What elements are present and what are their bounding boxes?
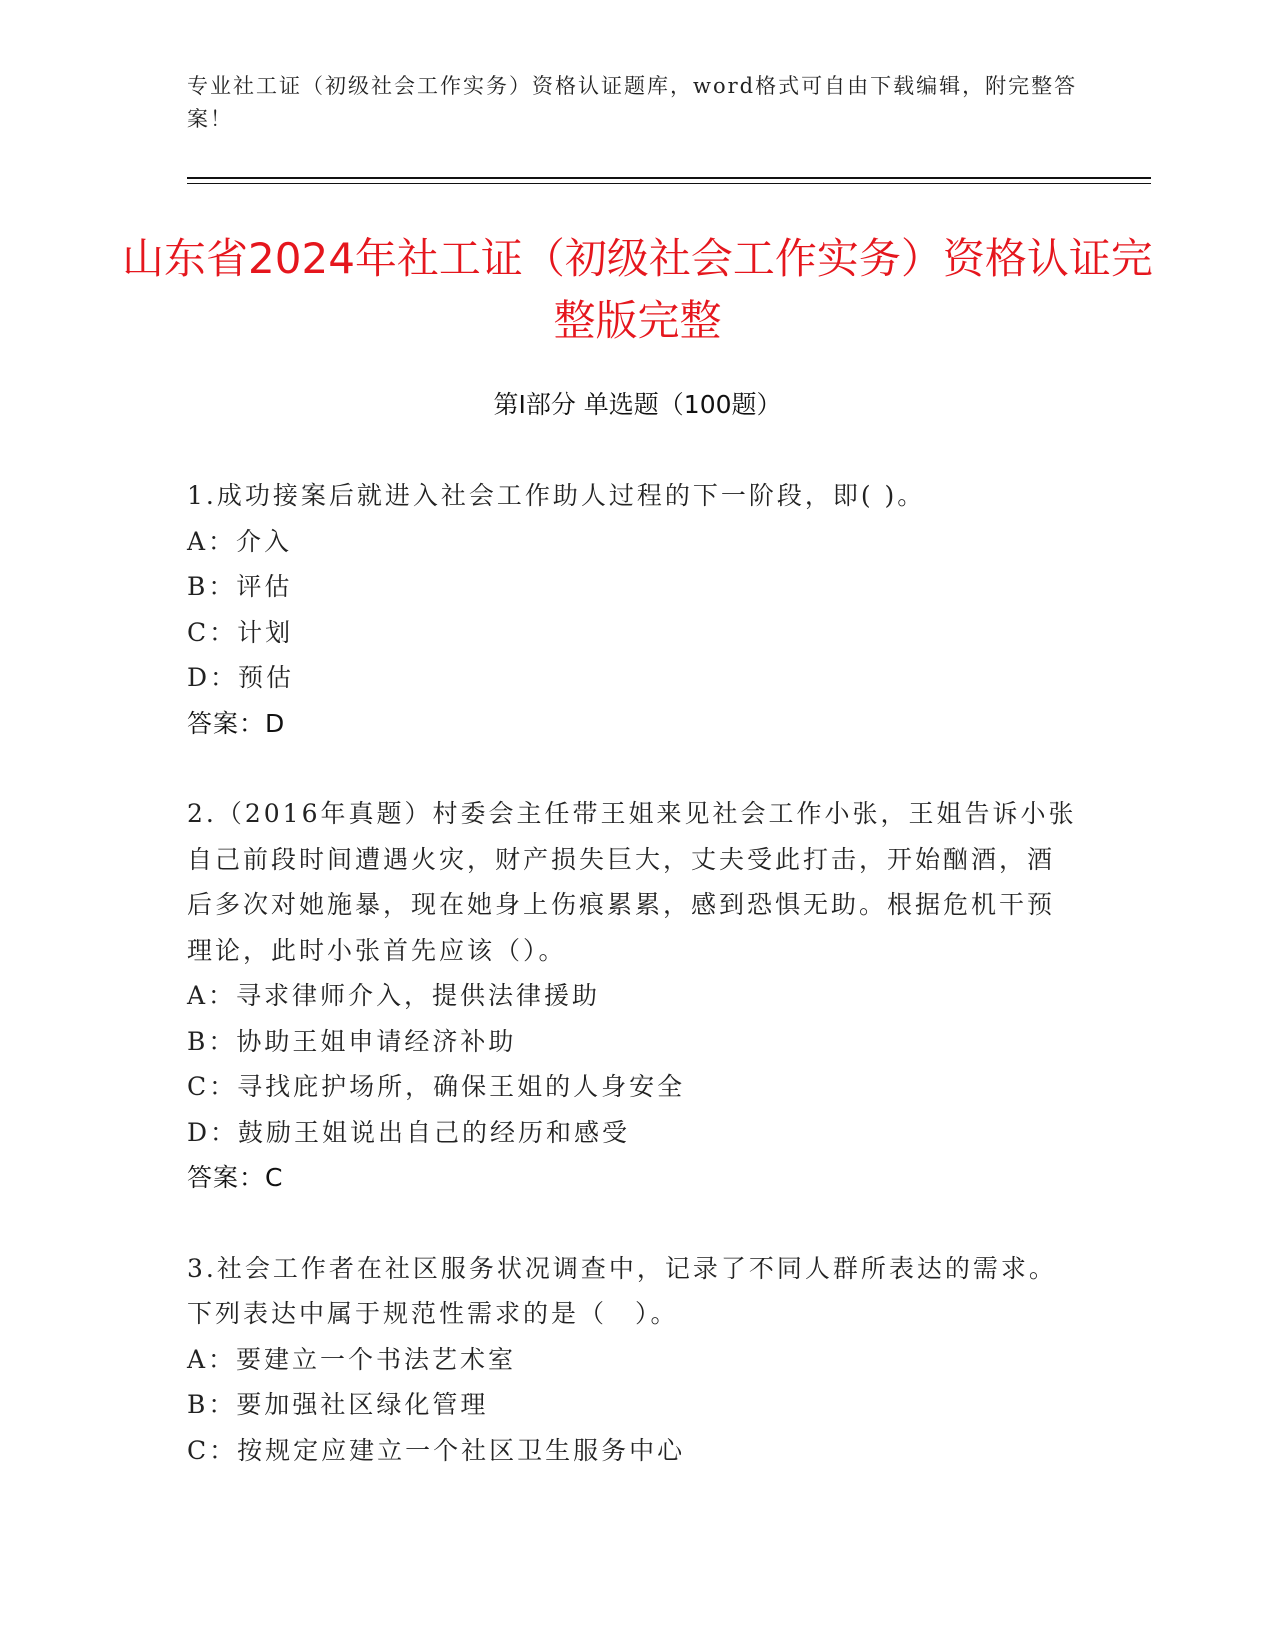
option-a: A：介入 bbox=[187, 526, 293, 556]
section-title: 第Ⅰ部分 单选题（100题） bbox=[493, 390, 782, 419]
option-d: D：鼓励王姐说出自己的经历和感受 bbox=[187, 1117, 631, 1147]
option-c: C：按规定应建立一个社区卫生服务中心 bbox=[187, 1435, 686, 1465]
option-c: C：寻找庇护场所，确保王姐的人身安全 bbox=[187, 1072, 686, 1101]
answer: 答案：D bbox=[187, 708, 286, 738]
option-c: C：计划 bbox=[187, 617, 294, 647]
header-rule-thick bbox=[187, 177, 1151, 179]
header-rule-thin bbox=[187, 183, 1151, 184]
question-text: 3.社会工作者在社区服务状况调查中，记录了不同人群所表达的需求。下列表达中属于规范性需求的是（ ）。 bbox=[187, 1253, 1057, 1328]
option-b: B：评估 bbox=[187, 572, 293, 601]
option-b: B：要加强社区绿化管理 bbox=[187, 1390, 489, 1419]
document-title: 山东省2024年社工证（初级社会工作实务）资格认证完整版完整 bbox=[122, 234, 1153, 345]
option-d: D：预估 bbox=[187, 663, 295, 692]
question-2 bbox=[187, 791, 1077, 1201]
option-a: A：寻求律师介入，提供法律援助 bbox=[187, 981, 601, 1010]
answer: 答案：C bbox=[187, 1163, 284, 1192]
question-1 bbox=[187, 473, 1077, 746]
question-3 bbox=[187, 1246, 1077, 1474]
option-a: A：要建立一个书法艺术室 bbox=[187, 1344, 517, 1374]
question-list bbox=[187, 473, 1077, 1518]
question-text: 1.成功接案后就进入社会工作助人过程的下一阶段，即( )。 bbox=[187, 481, 926, 510]
option-b: B：协助王姐申请经济补助 bbox=[187, 1026, 517, 1056]
question-text: 2.（2016年真题）村委会主任带王姐来见社会工作小张，王姐告诉小张自己前段时间遭遇火灾，财产损失巨大，丈夫受此打击，开始酗酒，酒后多次对她施暴，现在她身上伤痕累累，感到恐惧无助。根据危机干预理论，此时小张首先应该（）。 bbox=[187, 799, 1077, 965]
header-note: 专业社工证（初级社会工作实务）资格认证题库，word格式可自由下载编辑，附完整答案！ bbox=[187, 74, 1078, 131]
